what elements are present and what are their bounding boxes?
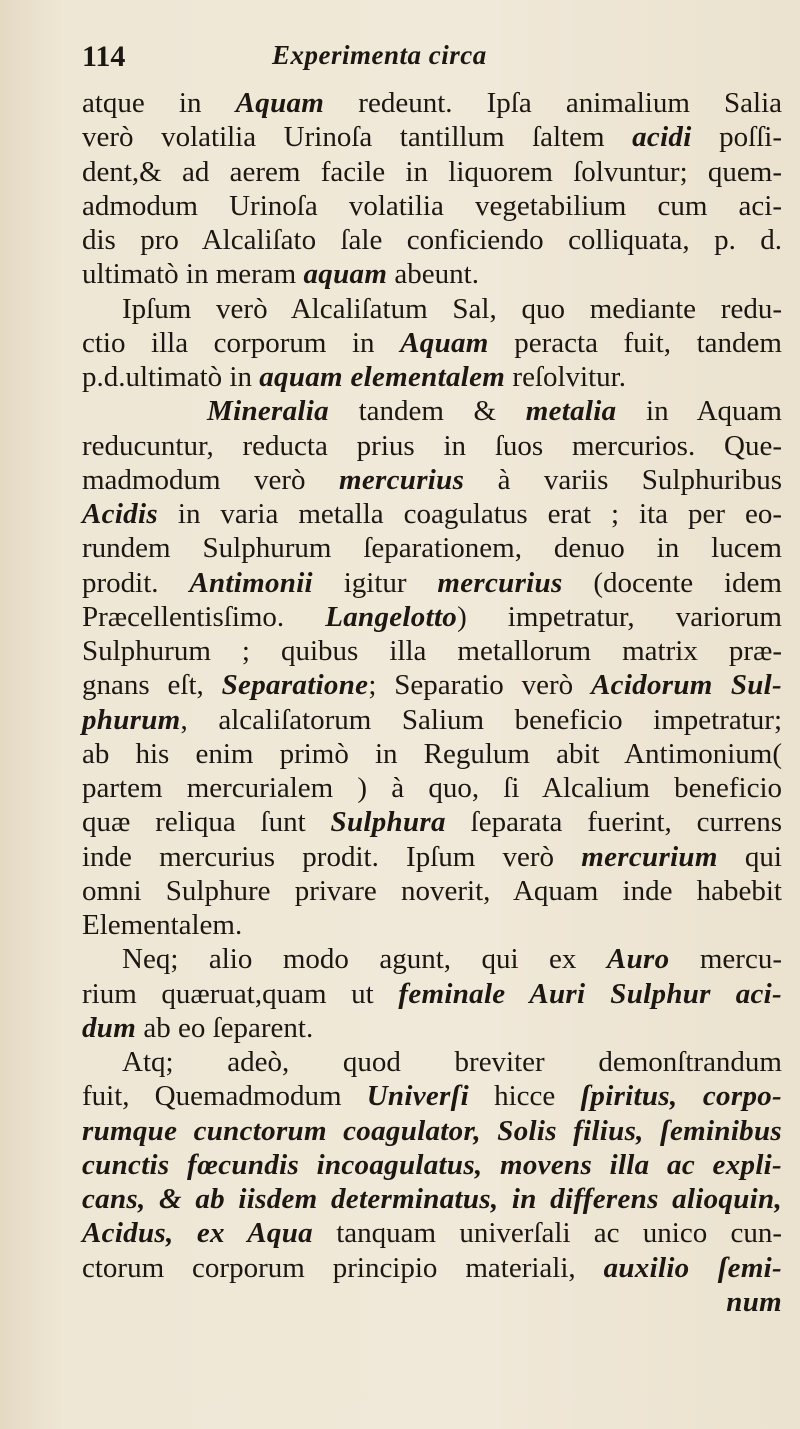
- text-line: [82, 805, 782, 839]
- text-line: [82, 600, 782, 634]
- text-run: Atq; adeò, quod breviter demonſtrandum: [122, 1046, 782, 1078]
- text-run: peracta fuit, tandem: [488, 326, 782, 359]
- italic-term: aquam elementalem: [259, 361, 506, 393]
- text-line: [82, 120, 782, 154]
- text-run: dent,& ad aerem facile in liquorem ſolvuntur; quem-: [82, 155, 782, 188]
- italic-term: Acidis: [82, 498, 158, 530]
- text-run: à variis Sulphuribus: [464, 463, 782, 496]
- text-run: inde mercurius prodit. Ipſum verò: [82, 840, 582, 873]
- text-run: tandem &: [328, 395, 526, 428]
- text-line: [82, 737, 782, 771]
- text-line: [82, 326, 782, 360]
- text-line: [82, 429, 782, 463]
- text-line: [82, 1148, 782, 1182]
- italic-term: mercurius: [437, 566, 563, 599]
- text-run: Neq; alio modo agunt, qui ex: [122, 943, 607, 976]
- italic-term: Aquam: [400, 326, 489, 359]
- italic-term: feminale Auri Sulphur aci-: [398, 977, 782, 1010]
- italic-term: cunctis fœcundis incoagulatus, movens illa ac expli-: [82, 1148, 782, 1181]
- text-line: [82, 223, 782, 257]
- body-text: [82, 86, 782, 1319]
- italic-term: num: [726, 1285, 782, 1318]
- italic-term: aquam: [303, 258, 388, 291]
- text-run: omni Sulphure privare noverit, Aquam inde habebit: [82, 874, 782, 907]
- italic-term: ſpiritus, corpo-: [580, 1080, 782, 1113]
- text-line: [82, 668, 782, 702]
- text-line: [82, 531, 782, 565]
- text-line: [82, 566, 782, 600]
- text-run: Sulphurum ; quibus illa metallorum matrix præ-: [82, 635, 782, 667]
- text-line: [82, 360, 782, 394]
- text-run: , alcaliſatorum Salium beneficio impetratur;: [180, 703, 782, 736]
- text-line: [82, 86, 782, 120]
- text-line: [82, 1182, 782, 1216]
- text-line: [82, 463, 782, 497]
- text-run: ab his enim primò in Regulum abit Antimonium(: [82, 737, 782, 770]
- text-run: rundem Sulphurum ſeparationem, denuo in lucem: [82, 532, 782, 565]
- page-number: 114: [82, 40, 126, 73]
- text-line: [82, 189, 782, 223]
- italic-term: Sulphura: [330, 806, 446, 839]
- italic-term: metalia: [525, 395, 617, 428]
- text-run: dis pro Alcaliſato ſale conficiendo colliquata, p. d.: [82, 224, 782, 256]
- italic-term: acidi: [632, 121, 692, 154]
- text-line: [82, 840, 782, 874]
- italic-term: Separatione: [221, 669, 369, 702]
- text-line: [82, 1045, 782, 1079]
- text-run: redeunt. Ipſa animalium Salia: [324, 87, 782, 119]
- italic-term: mercurius: [338, 463, 465, 496]
- text-run: Ipſum verò Alcaliſatum Sal, quo mediante redu-: [122, 292, 782, 325]
- text-run: hicce: [468, 1080, 581, 1113]
- text-run: [174, 1217, 197, 1249]
- text-line: [82, 874, 782, 908]
- text-line: [82, 1216, 782, 1250]
- text-run: ctio illa corporum in: [82, 326, 401, 359]
- text-line: [82, 977, 782, 1011]
- text-run: partem mercurialem ) à quo, ſi Alcalium beneficio: [82, 772, 782, 804]
- text-run: Præcellentisſimo.: [82, 600, 326, 633]
- text-run: rium quæruat,quam ut: [82, 977, 399, 1010]
- text-run: (docente idem: [562, 566, 782, 599]
- text-run: ab eo ſeparent.: [136, 1011, 314, 1044]
- italic-term: Antimonii: [189, 566, 313, 599]
- text-run: igitur: [312, 566, 438, 599]
- text-line: [82, 155, 782, 189]
- text-line: [82, 1285, 782, 1319]
- italic-term: Acidorum Sul-: [591, 669, 782, 702]
- text-run: ultimatò in meram: [82, 258, 304, 291]
- text-run: in Aquam: [616, 395, 782, 428]
- text-line: [82, 908, 782, 942]
- italic-term: Univerſi: [366, 1080, 469, 1113]
- text-run: p.d.ultimatò in: [82, 361, 260, 393]
- italic-term: ex Aqua: [196, 1217, 313, 1250]
- italic-term: dum: [82, 1011, 137, 1044]
- italic-term: Aquam: [235, 87, 325, 119]
- text-run: reducuntur, reducta prius in ſuos mercurios. Que-: [82, 429, 782, 462]
- italic-term: Mineralia: [207, 395, 329, 428]
- text-run: prodit.: [82, 566, 190, 599]
- text-line: [82, 1079, 782, 1113]
- text-run: tanquam univerſali ac unico cun-: [312, 1217, 783, 1250]
- italic-term: Langelotto: [325, 600, 458, 633]
- text-run: verò volatilia Urinoſa tantillum ſaltem: [82, 121, 633, 154]
- text-run: atque in: [82, 87, 236, 119]
- italic-term: cans, & ab iisdem determinatus, in differens alioquin,: [82, 1183, 782, 1215]
- text-line: [82, 1011, 782, 1045]
- italic-term: mercurium: [581, 840, 718, 873]
- text-line: [82, 292, 782, 326]
- text-run: gnans eſt,: [82, 669, 222, 702]
- text-line: [82, 497, 782, 531]
- page-header: [82, 40, 760, 80]
- text-run: ; Separatio verò: [368, 669, 592, 702]
- text-line: [82, 394, 782, 428]
- text-run: poſſi-: [691, 121, 782, 154]
- text-run: ctorum corporum principio materiali,: [82, 1251, 604, 1284]
- text-run: in varia metalla coagulatus erat ; ita per eo-: [157, 498, 782, 530]
- text-line: [82, 257, 782, 291]
- text-run: quæ reliqua ſunt: [82, 806, 331, 839]
- text-run: madmodum verò: [82, 463, 339, 496]
- italic-term: Acidus,: [82, 1217, 174, 1250]
- text-run: Elementalem.: [82, 909, 243, 941]
- text-run: qui: [717, 840, 782, 873]
- text-line: [82, 634, 782, 668]
- text-run: ſeparata fuerint, currens: [445, 806, 782, 839]
- text-line: [82, 1251, 782, 1285]
- text-run: mercu-: [669, 943, 782, 976]
- running-title: Experimenta circa: [272, 40, 487, 70]
- text-run: admodum Urinoſa volatilia vegetabilium cum aci-: [82, 189, 782, 222]
- text-run: abeunt.: [387, 258, 479, 291]
- italic-term: Auro: [606, 943, 670, 976]
- text-run: reſolvitur.: [505, 361, 626, 393]
- italic-term: auxilio ſemi-: [603, 1251, 782, 1284]
- text-line: [82, 703, 782, 737]
- italic-term: phurum: [82, 703, 181, 736]
- text-line: [82, 942, 782, 976]
- text-run: fuit, Quemadmodum: [82, 1080, 367, 1113]
- text-run: ) impetratur, variorum: [457, 600, 782, 633]
- italic-term: rumque cunctorum coagulator, Solis filius, ſeminibus: [82, 1114, 782, 1147]
- text-line: [82, 771, 782, 805]
- text-line: [82, 1114, 782, 1148]
